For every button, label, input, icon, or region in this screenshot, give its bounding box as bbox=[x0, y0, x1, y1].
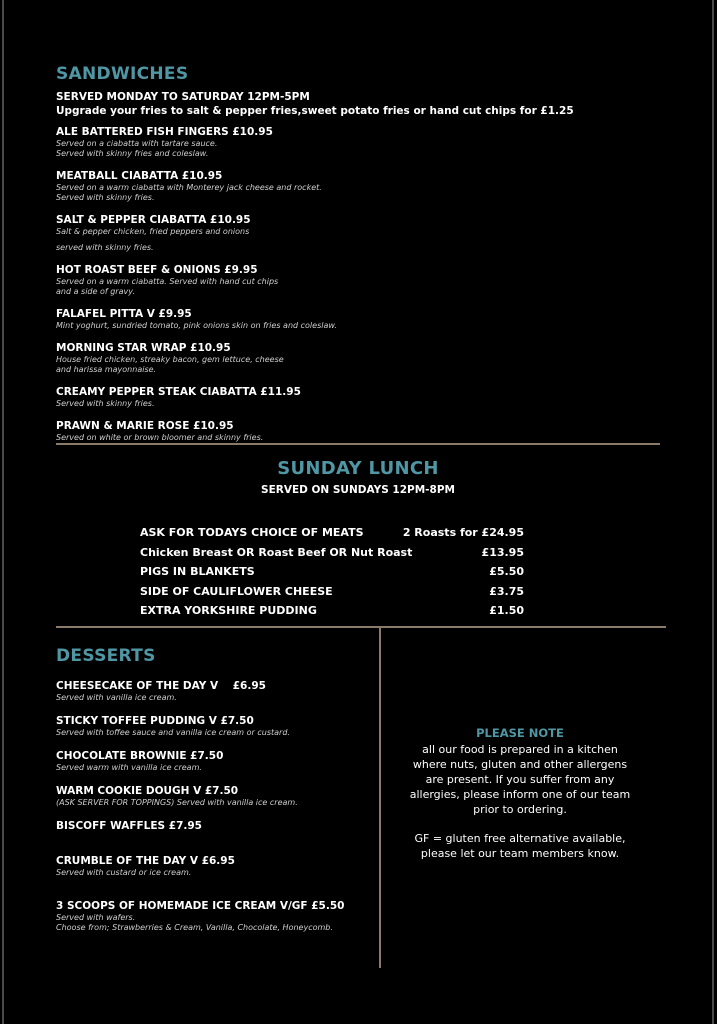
menu-item bbox=[56, 420, 656, 443]
item-name: MORNING STAR WRAP £10.95 bbox=[56, 342, 231, 354]
item-desc: Served with wafers. bbox=[56, 913, 136, 922]
item-desc: Served with skinny fries. bbox=[56, 193, 155, 202]
sunday-served: SERVED ON SUNDAYS 12PM-8PM bbox=[261, 484, 455, 496]
price-row bbox=[140, 562, 524, 582]
item-desc: (ASK SERVER FOR TOPPINGS) Served with vanilla ice cream. bbox=[56, 798, 298, 807]
sandwiches-section bbox=[56, 64, 656, 454]
item-desc: Served on a ciabatta with tartare sauce. bbox=[56, 139, 218, 148]
item-desc: Served on a warm ciabatta. Served with hand cut chips bbox=[56, 277, 279, 286]
gf-note-line: GF = gluten free alternative available, bbox=[414, 832, 626, 845]
price-row bbox=[140, 543, 524, 563]
item-name: WARM COOKIE DOUGH V £7.50 bbox=[56, 785, 239, 797]
row-price: 2 Roasts for £24.95 bbox=[402, 526, 524, 539]
item-desc: Mint yoghurt, sundried tomato, pink onions skin on fries and coleslaw. bbox=[56, 321, 337, 330]
menu-item bbox=[56, 900, 366, 933]
item-desc: Served with vanilla ice cream. bbox=[56, 693, 177, 702]
note-line: are present. If you suffer from any bbox=[425, 773, 615, 786]
price-row bbox=[140, 582, 524, 602]
sunday-price-list bbox=[140, 523, 524, 621]
row-label: SIDE OF CAULIFLOWER CHEESE bbox=[140, 584, 333, 598]
sunday-title: SUNDAY LUNCH bbox=[277, 458, 439, 479]
item-name: MEATBALL CIABATTA £10.95 bbox=[56, 170, 223, 182]
menu-item bbox=[56, 785, 366, 808]
sandwiches-served: SERVED MONDAY TO SATURDAY 12PM-5PM bbox=[56, 91, 310, 103]
item-desc: Served on a warm ciabatta with Monterey jack cheese and rocket. bbox=[56, 183, 322, 192]
item-name: PRAWN & MARIE ROSE £10.95 bbox=[56, 420, 234, 432]
menu-item bbox=[56, 264, 656, 297]
item-desc: and harissa mayonnaise. bbox=[56, 365, 157, 374]
menu-item bbox=[56, 386, 656, 409]
item-desc: Choose from; Strawberries & Cream, Vanilla, Chocolate, Honeycomb. bbox=[56, 923, 333, 932]
item-desc: Served with skinny fries. bbox=[56, 399, 155, 408]
note-line: where nuts, gluten and other allergens bbox=[412, 758, 628, 771]
menu-item bbox=[56, 820, 366, 833]
menu-item bbox=[56, 308, 656, 331]
item-name: CRUMBLE OF THE DAY V £6.95 bbox=[56, 855, 235, 867]
item-desc: House fried chicken, streaky bacon, gem lettuce, cheese bbox=[56, 355, 284, 364]
menu-item bbox=[56, 680, 366, 703]
menu-item bbox=[56, 750, 366, 773]
row-price: £1.50 bbox=[489, 604, 524, 617]
item-name: FALAFEL PITTA V £9.95 bbox=[56, 308, 192, 320]
divider-sunday bbox=[56, 443, 660, 445]
item-name: BISCOFF WAFFLES £7.95 bbox=[56, 820, 202, 832]
item-desc: and a side of gravy. bbox=[56, 287, 135, 296]
menu-item bbox=[56, 214, 656, 253]
sandwiches-title: SANDWICHES bbox=[56, 64, 189, 84]
row-label: PIGS IN BLANKETS bbox=[140, 565, 255, 578]
item-desc: Served on white or brown bloomer and skinny fries. bbox=[56, 433, 264, 442]
item-desc: served with skinny fries. bbox=[56, 243, 154, 252]
note-line: all our food is prepared in a kitchen bbox=[422, 743, 618, 756]
price-row bbox=[140, 523, 524, 543]
desserts-title: DESSERTS bbox=[56, 646, 156, 666]
row-label: EXTRA YORKSHIRE PUDDING bbox=[140, 604, 317, 617]
note-title: PLEASE NOTE bbox=[476, 726, 564, 740]
left-edge bbox=[2, 0, 4, 1024]
sunday-section bbox=[56, 458, 660, 497]
row-label: ASK FOR TODAYS CHOICE OF MEATS bbox=[140, 526, 364, 539]
sandwiches-upgrade: Upgrade your fries to salt & pepper fries,sweet potato fries or hand cut chips for £1.25 bbox=[56, 105, 574, 117]
item-name: ALE BATTERED FISH FINGERS £10.95 bbox=[56, 126, 273, 138]
menu-item bbox=[56, 855, 366, 878]
item-name: SALT & PEPPER CIABATTA £10.95 bbox=[56, 214, 251, 226]
item-desc: Served with skinny fries and coleslaw. bbox=[56, 149, 209, 158]
note-line: allergies, please inform one of our team bbox=[409, 788, 631, 801]
item-name: CREAMY PEPPER STEAK CIABATTA £11.95 bbox=[56, 386, 301, 398]
divider-desserts bbox=[56, 626, 666, 628]
item-desc: Salt & pepper chicken, fried peppers and onions bbox=[56, 227, 250, 236]
row-price: £13.95 bbox=[481, 545, 524, 559]
desserts-section bbox=[56, 646, 366, 945]
row-price: £5.50 bbox=[489, 565, 524, 578]
item-name: CHOCOLATE BROWNIE £7.50 bbox=[56, 750, 224, 762]
row-price: £3.75 bbox=[489, 584, 524, 598]
menu-item bbox=[56, 342, 656, 375]
item-name: STICKY TOFFEE PUDDING V £7.50 bbox=[56, 715, 254, 727]
item-desc: Served with custard or ice cream. bbox=[56, 868, 192, 877]
allergen-note bbox=[400, 726, 640, 861]
column-divider bbox=[379, 628, 381, 968]
price-row bbox=[140, 601, 524, 621]
item-name: CHEESECAKE OF THE DAY V £6.95 bbox=[56, 680, 266, 692]
right-edge bbox=[712, 0, 714, 1024]
item-desc: Served with toffee sauce and vanilla ice cream or custard. bbox=[56, 728, 290, 737]
menu-item bbox=[56, 715, 366, 738]
menu-item bbox=[56, 170, 656, 203]
item-name: 3 SCOOPS OF HOMEMADE ICE CREAM V/GF £5.50 bbox=[56, 900, 345, 912]
note-line: prior to ordering. bbox=[473, 803, 567, 816]
item-desc: Served warm with vanilla ice cream. bbox=[56, 763, 202, 772]
row-label: Chicken Breast OR Roast Beef OR Nut Roast bbox=[140, 545, 413, 559]
menu-item bbox=[56, 126, 656, 159]
gf-note-line: please let our team members know. bbox=[420, 847, 620, 860]
item-name: HOT ROAST BEEF & ONIONS £9.95 bbox=[56, 264, 258, 276]
